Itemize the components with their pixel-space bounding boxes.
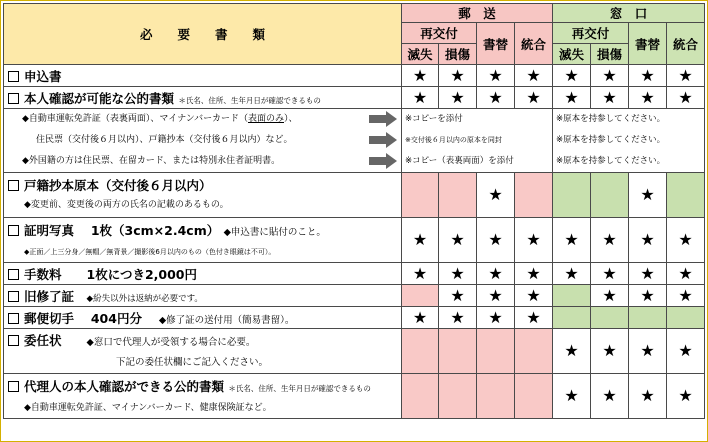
row-photo [4, 218, 705, 263]
item-title: 委任状 [24, 332, 62, 348]
star-mark: ★ [402, 218, 439, 263]
checkbox[interactable] [8, 313, 19, 324]
checkbox[interactable] [8, 225, 19, 236]
star-mark: ★ [591, 65, 629, 87]
star-mark: ★ [515, 87, 553, 109]
row-application [4, 65, 705, 87]
window-instruction: ※原本を持参してください。 [556, 114, 666, 124]
mail-instruction: ※コピー（表裏両面）を添付 [405, 156, 514, 166]
star-mark: ★ [667, 329, 705, 374]
star-mark: ★ [515, 218, 553, 263]
star-mark: ★ [591, 329, 629, 374]
item-note: ＊氏名、住所、生年月日が確認できるもの [228, 383, 371, 393]
star-mark: ★ [439, 263, 477, 285]
item-note: ◆紛失以外は返納が必要です。 [86, 293, 203, 304]
star-mark: ★ [477, 263, 515, 285]
row-fee [4, 263, 705, 285]
star-mark: ★ [629, 173, 667, 218]
row-identity [4, 87, 705, 109]
star-mark: ★ [439, 218, 477, 263]
item-title: 戸籍抄本原本（交付後６月以内） [24, 178, 212, 193]
item-title: 郵便切手 404円分 [24, 310, 142, 326]
star-mark: ★ [667, 65, 705, 87]
mail-instruction: ※交付後６月以内の原本を同封 [405, 136, 502, 144]
star-mark: ★ [553, 374, 591, 419]
mail-instruction: ※コピーを添付 [405, 114, 463, 124]
row-old-certificate [4, 285, 705, 307]
item-note: ◆申込書に貼付のこと。 [223, 227, 326, 238]
star-mark: ★ [553, 65, 591, 87]
star-mark: ★ [402, 65, 439, 87]
star-mark: ★ [477, 65, 515, 87]
header-mail-damage: 損傷 [439, 44, 477, 65]
header-window-loss: 滅失 [553, 44, 591, 65]
row-koseki [4, 173, 705, 218]
star-mark: ★ [553, 87, 591, 109]
star-mark: ★ [477, 307, 515, 329]
header-mail: 郵 送 [402, 4, 553, 23]
star-mark: ★ [553, 218, 591, 263]
star-mark: ★ [629, 285, 667, 307]
item-note: ◆修了証の送付用（簡易書留）。 [158, 314, 295, 326]
star-mark: ★ [439, 87, 477, 109]
star-mark: ★ [591, 87, 629, 109]
star-mark: ★ [477, 218, 515, 263]
star-mark: ★ [591, 263, 629, 285]
detail-underline: 表面のみ [247, 114, 284, 124]
star-mark: ★ [591, 218, 629, 263]
header-window-damage: 損傷 [591, 44, 629, 65]
star-mark: ★ [629, 65, 667, 87]
required-documents-table [3, 3, 705, 419]
star-mark: ★ [667, 218, 705, 263]
star-mark: ★ [629, 218, 667, 263]
star-mark: ★ [591, 285, 629, 307]
checkbox[interactable] [8, 291, 19, 302]
star-mark: ★ [629, 374, 667, 419]
window-instruction: ※原本を持参してください。 [556, 156, 666, 166]
star-mark: ★ [515, 307, 553, 329]
detail-line: 住民票（交付後６月以内）、戸籍抄本（交付後６月以内）など。 [36, 135, 293, 145]
detail-line: ）、 [284, 114, 298, 124]
detail-line: ◆外国籍の方は住民票、在留カード、または特別永住者証明書。 [22, 156, 281, 166]
star-mark: ★ [629, 263, 667, 285]
checkbox[interactable] [8, 381, 19, 392]
star-mark: ★ [439, 65, 477, 87]
header-mail-replace: 書替 [477, 23, 515, 65]
star-mark: ★ [515, 65, 553, 87]
star-mark: ★ [477, 87, 515, 109]
checkbox[interactable] [8, 180, 19, 191]
header-mail-loss: 滅失 [402, 44, 439, 65]
row-agent-identity [4, 374, 705, 419]
item-note: ＊氏名、住所、生年月日が確認できるもの [178, 95, 321, 105]
star-mark: ★ [515, 285, 553, 307]
star-mark: ★ [667, 374, 705, 419]
star-mark: ★ [553, 263, 591, 285]
item-title: 本人確認が可能な公的書類 [24, 90, 175, 106]
star-mark: ★ [402, 263, 439, 285]
item-title: 旧修了証 [24, 288, 75, 304]
detail-line: ◆自動車運転免許証（表裏両面）、マイナンバーカード（ [22, 114, 248, 124]
header-window-reissue: 再交付 [553, 23, 629, 44]
star-mark: ★ [667, 263, 705, 285]
row-proxy [4, 329, 705, 374]
checkbox[interactable] [8, 335, 19, 346]
item-note: ◆変更前、変更後の両方の氏名の記載のあるもの。 [24, 200, 229, 210]
checkbox[interactable] [8, 71, 19, 82]
star-mark: ★ [477, 173, 515, 218]
item-note: 下記の委任状欄にご記入ください。 [116, 356, 269, 368]
star-mark: ★ [591, 374, 629, 419]
header-documents: 必 要 書 類 [4, 4, 402, 65]
star-mark: ★ [667, 87, 705, 109]
header-window: 窓 口 [553, 4, 705, 23]
item-sub: ◆正面／上三分身／無帽／無背景／撮影後6月以内のもの（色付き眼鏡は不可）。 [24, 248, 276, 256]
star-mark: ★ [439, 285, 477, 307]
window-instruction: ※原本を持参してください。 [556, 135, 666, 145]
item-title: 証明写真 1枚（3cm×2.4cm） [24, 223, 220, 238]
row-postage [4, 307, 705, 329]
star-mark: ★ [629, 329, 667, 374]
header-window-merge: 統合 [667, 23, 705, 65]
header-mail-reissue: 再交付 [402, 23, 477, 44]
item-title: 代理人の本人確認ができる公的書類 [24, 378, 225, 394]
checkbox[interactable] [8, 93, 19, 104]
item-title: 手数料 1枚につき2,000円 [24, 266, 197, 282]
star-mark: ★ [629, 87, 667, 109]
star-mark: ★ [477, 285, 515, 307]
item-title: 申込書 [24, 68, 62, 84]
item-note: ◆窓口で代理人が受領する場合に必要。 [86, 336, 256, 348]
header-window-replace: 書替 [629, 23, 667, 65]
star-mark: ★ [402, 87, 439, 109]
star-mark: ★ [439, 307, 477, 329]
item-sub: ◆自動車運転免許証、マイナンバーカード、健康保険証など。 [24, 402, 272, 413]
row-identity-details [4, 109, 705, 173]
star-mark: ★ [553, 329, 591, 374]
star-mark: ★ [667, 285, 705, 307]
star-mark: ★ [515, 263, 553, 285]
header-mail-merge: 統合 [515, 23, 553, 65]
star-mark: ★ [402, 307, 439, 329]
checkbox[interactable] [8, 269, 19, 280]
